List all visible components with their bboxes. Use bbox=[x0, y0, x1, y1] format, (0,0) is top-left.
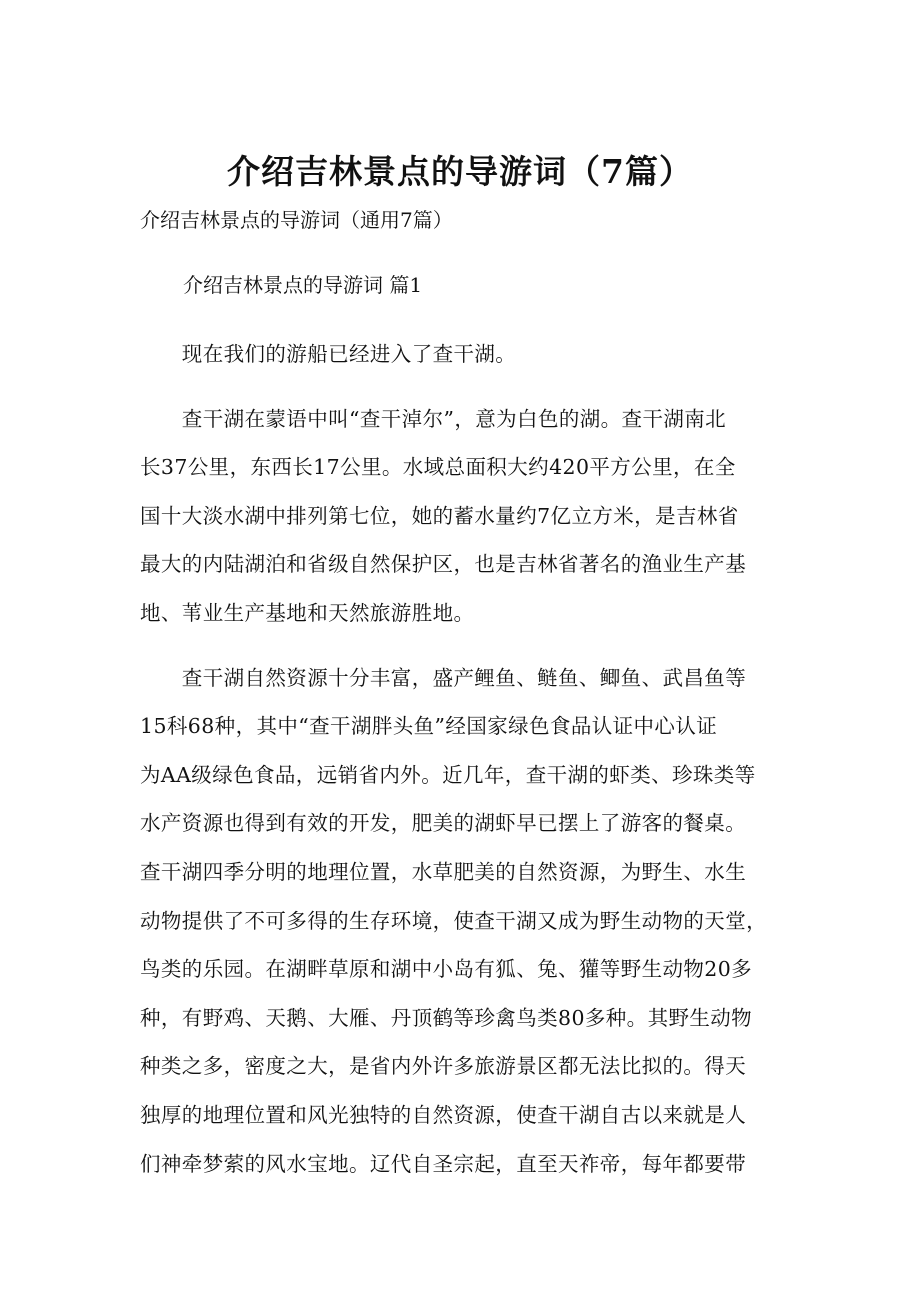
text-line: 种类之多，密度之大，是省内外许多旅游景区都无法比拟的。得天 bbox=[140, 1054, 747, 1079]
text-line: 国十大淡水湖中排列第七位，她的蓄水量约7亿立方米，是吉林省 bbox=[140, 503, 739, 528]
text-line: 地、苇业生产基地和天然旅游胜地。 bbox=[140, 600, 475, 625]
text-line: 最大的内陆湖泊和省级自然保护区，也是吉林省著名的渔业生产基 bbox=[140, 552, 747, 577]
text-line: 现在我们的游船已经进入了查干湖。 bbox=[140, 342, 517, 366]
text-line: 15科68种，其中“查干湖胖头鱼”经国家绿色食品认证中心认证 bbox=[140, 714, 718, 739]
text-line: 查干湖自然资源十分丰富，盛产鲤鱼、鲢鱼、鲫鱼、武昌鱼等 bbox=[140, 665, 747, 690]
text-line: 为AA级绿色食品，远销省内外。近几年，查干湖的虾类、珍珠类等 bbox=[140, 762, 756, 787]
document-title: 介绍吉林景点的导游词（7篇） bbox=[227, 152, 693, 191]
paragraph bbox=[140, 330, 800, 379]
paragraph bbox=[140, 654, 800, 1189]
text-line: 种，有野鸡、天鹅、大雁、丹顶鹤等珍禽鸟类80多种。其野生动物 bbox=[140, 1005, 753, 1030]
text-line: 查干湖在蒙语中叫“查干淖尔”，意为白色的湖。查干湖南北 bbox=[140, 406, 727, 431]
document-subtitle: 介绍吉林景点的导游词（通用7篇） bbox=[140, 208, 453, 232]
text-line: 水产资源也得到有效的开发，肥美的湖虾早已摆上了游客的餐桌。 bbox=[140, 811, 747, 836]
text-line: 长37公里，东西长17公里。水域总面积大约420平方公里，在全 bbox=[140, 455, 736, 480]
section-heading: 介绍吉林景点的导游词 篇1 bbox=[183, 273, 423, 297]
text-line: 独厚的地理位置和风光独特的自然资源，使查干湖自古以来就是人 bbox=[140, 1102, 747, 1127]
text-line: 们神牵梦萦的风水宝地。辽代自圣宗起，直至天祚帝，每年都要带 bbox=[140, 1151, 747, 1176]
paragraph bbox=[140, 395, 800, 638]
text-line: 动物提供了不可多得的生存环境，使查干湖又成为野生动物的天堂， bbox=[140, 908, 767, 933]
text-line: 查干湖四季分明的地理位置，水草肥美的自然资源，为野生、水生 bbox=[140, 859, 747, 884]
document-body bbox=[140, 330, 800, 1188]
text-line: 鸟类的乐园。在湖畔草原和湖中小岛有狐、兔、獾等野生动物20多 bbox=[140, 957, 753, 982]
